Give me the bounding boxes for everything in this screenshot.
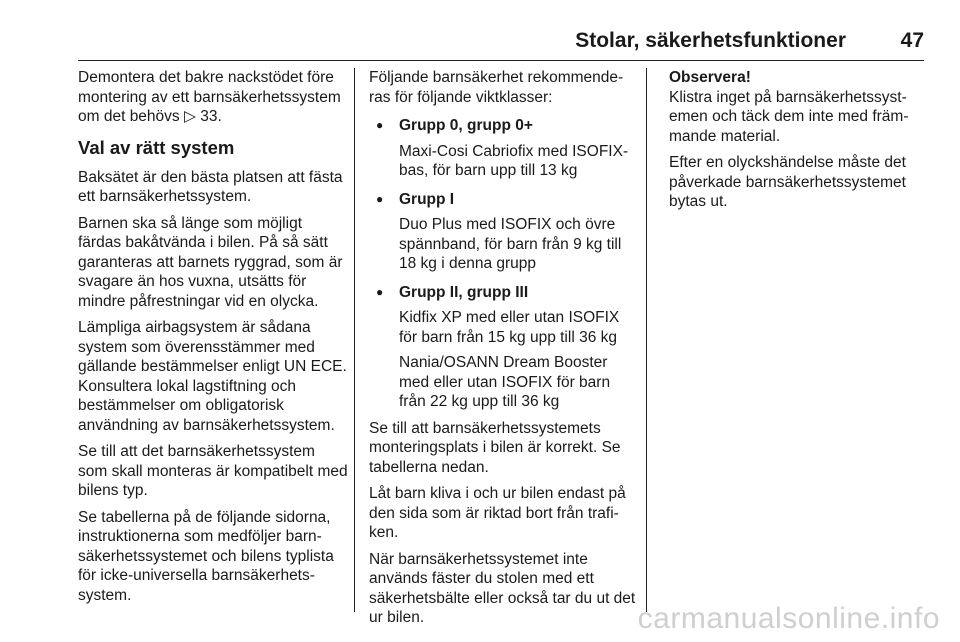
list-item-title: Grupp I <box>399 190 455 208</box>
bullet-icon: ● <box>376 284 384 299</box>
paragraph: Baksätet är den bästa platsen att fästa ett barnsäkerhetssystem. <box>78 168 343 205</box>
page-number: 47 <box>900 29 924 52</box>
page-header <box>78 26 924 56</box>
paragraph: Lämpliga airbagsystem är sådana system som överensstämmer med gällande bestämmelser enligt UN ECE. Konsultera lokal lagstiftning och bestämmelser om obligatorisk användning av barnsäkerhetssystem. <box>78 319 347 434</box>
paragraph: Se tabellerna på de följande sidorna, instruktionerna som medföljer barnsäkerhetssystemet och bilens typlista för icke-universella barnsäkerhetssystem. <box>78 508 334 604</box>
note-paragraph: Klistra inget på barnsäkerhetssystemen och täck dem inte med främmande material. <box>669 88 909 145</box>
paragraph: Följande barnsäkerhet rekommenderas för följande viktklasser: <box>369 69 624 106</box>
paragraph: Barnen ska så länge som möjligt färdas bakåtvända i bilen. På så sätt garanteras att barnets ryggrad, som är svagare än hos vuxna, utsätts för mindre påfrestningar vid en olycka. <box>78 214 343 310</box>
paragraph: Se till att det barnsäkerhetssystem som skall monteras är kompatibelt med bilens typ. <box>78 443 348 499</box>
list-item <box>369 116 639 181</box>
column-2 <box>369 68 639 635</box>
watermark: carmanualsonline.info <box>637 602 940 635</box>
list-item-title: Grupp 0, grupp 0+ <box>399 117 533 134</box>
section-heading: Val av rätt system <box>78 136 235 158</box>
column-divider-2 <box>646 68 647 612</box>
column-1 <box>78 68 348 612</box>
page-reference: 33. <box>200 108 222 125</box>
header-divider <box>78 60 924 61</box>
page-title: Stolar, säkerhetsfunktioner <box>575 29 846 52</box>
list-item <box>369 190 639 274</box>
note-title: Observera! <box>669 69 751 86</box>
column-3 <box>669 68 929 219</box>
list-item <box>369 283 639 412</box>
note-paragraph: Efter en olyckshändelse måste det påverkade barnsäkerhetssystemet bytas ut. <box>669 154 906 210</box>
list-item-title: Grupp II, grupp III <box>399 283 529 301</box>
list-item-text: Maxi-Cosi Cabriofix med ISOFIX-bas, för barn upp till 13 kg <box>399 142 629 179</box>
page-reference-arrow-icon: ▷ <box>184 108 196 125</box>
bullet-icon: ● <box>376 191 384 206</box>
bullet-icon: ● <box>376 118 384 132</box>
paragraph-text: Demontera det bakre nackstödet före montering av ett barnsäkerhetssystem om det behövs <box>78 69 341 125</box>
list-item-text: Nania/OSANN Dream Booster med eller utan ISOFIX för barn från 22 kg upp till 36 kg <box>399 354 611 410</box>
column-divider-1 <box>354 68 355 612</box>
paragraph <box>78 68 348 127</box>
paragraph: När barnsäkerhetssystemet inte används fäster du stolen med ett säkerhetsbälte eller också tar du ut det ur bilen. <box>369 550 636 626</box>
list-item-text: Kidfix XP med eller utan ISOFIX för barn från 15 kg upp till 36 kg <box>399 309 620 346</box>
paragraph: Låt barn kliva i och ur bilen endast på den sida som är riktad bort från trafiken. <box>369 485 626 541</box>
list-item-text: Duo Plus med ISOFIX och övre spännband, för barn från 9 kg till 18 kg i denna grupp <box>399 216 622 272</box>
paragraph: Se till att barnsäkerhetssystemets monteringsplats i bilen är korrekt. Se tabellerna nedan. <box>369 419 621 476</box>
